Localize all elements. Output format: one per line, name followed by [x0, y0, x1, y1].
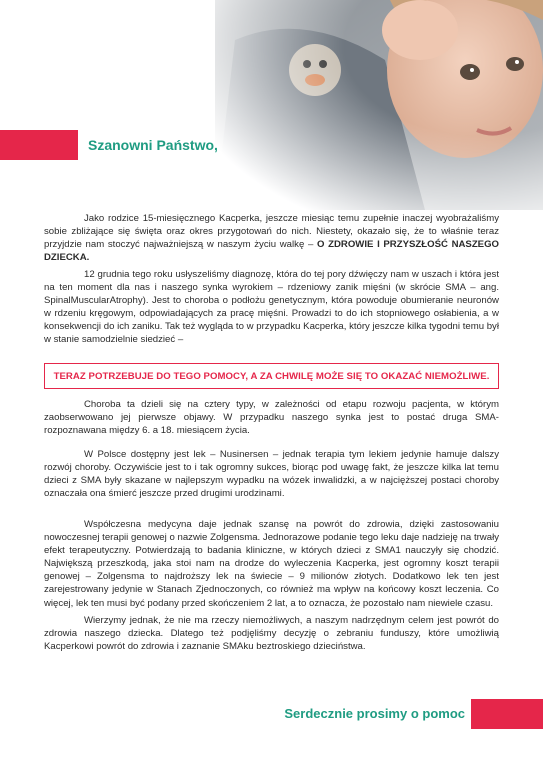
paragraph-zolgensma [44, 518, 499, 610]
paragraph-intro [44, 212, 499, 264]
paragraph-diagnosis-text: 12 grudnia tego roku usłyszeliśmy diagnozę, która do tej pory dźwięczy nam w uszach i która jest na ten moment dla nas i naszego synka wyrokiem – rdzeniowy zanik mięśni (w skrócie SMA – ang. SpinalMuscularAtrophy). Jest to choroba o podłożu genetycznym, która powoduje obumieranie neuronów w rdzeniu kręgowym, odpowiadających za pracę mięśni. Prowadzi to do ich stopniowego osłabienia, a w konsekwencji do ich zaniku. Tak też wygląda to w przypadku Kacperka, który jeszcze kilka tygodni temu był w stanie samodzielnie siedzieć – [44, 269, 499, 346]
child-photo [215, 0, 543, 210]
paragraph-types [44, 398, 499, 437]
greeting-heading: Szanowni Państwo, [88, 137, 218, 153]
paragraph-nusinersen-text: W Polsce dostępny jest lek – Nusinersen – jednak terapia tym lekiem jedynie hamuje dalszy rozwój choroby. Oczywiście jest to i tak ogromny sukces, biorąc pod uwagę fakt, że jeszcze kilka lat temu dzieci z SMA były skazane w najlepszym wypadku na wózek inwalidzki, a w najcięższej postaci choroby oznaczała ona śmierć jeszcze przed drugimi urodzinami. [44, 449, 499, 500]
left-accent-bar [0, 130, 78, 160]
paragraph-nusinersen [44, 448, 499, 500]
paragraph-diagnosis [44, 268, 499, 347]
paragraph-types-text: Choroba ta dzieli się na cztery typy, w zależności od etapu rozwoju pacjenta, w którym zaobserwowano jej pierwsze objawy. W przypadku naszego synka jest to postać druga SMA- rozpoznawana między 6. a 18. miesiącem życia. [44, 399, 499, 437]
paragraph-hope-text: Wierzymy jednak, że nie ma rzeczy niemożliwych, a naszym nadrzędnym celem jest powrót do zdrowia naszego dziecka. Dlatego też podjęliśmy decyzję o zebraniu funduszy, które umożliwią Kacperkowi powrót do zdrowia i zaznanie SMAku beztroskiego dzieciństwa. [44, 615, 499, 653]
paragraph-intro-emphasis: O ZDROWIE I PRZYSZŁOŚĆ NASZEGO DZIECKA. [44, 239, 500, 264]
callout-box: TERAZ POTRZEBUJE DO TEGO POMOCY, A ZA CHWILĘ MOŻE SIĘ TO OKAZAĆ NIEMOŻLIWE. [44, 363, 499, 389]
right-accent-bar [471, 699, 543, 729]
child-photo-illustration [215, 0, 543, 210]
paragraph-zolgensma-text: Współczesna medycyna daje jednak szansę na powrót do zdrowia, dzięki zastosowaniu nowoczesnej terapii genowej o nazwie Zolgensma. Jednorazowe podanie tego leku daje nadzieję na trwały efekt terapeutyczny. Potwierdzają to badania kliniczne, w których dzieci z SMA1 nauczyły się chodzić. Największą przeszkodą, jaka stoi nam na drodze do wyleczenia Kacperka, jest ogromny koszt terapii genowej – Zolgensma to najdroższy lek na świecie – 9 milionów złotych. Dodatkowo lek ten jest zarejestrowany jedynie w Stanach Zjednoczonych, co również ma wpływ na końcowy koszt leczenia. Co więcej, lek ten musi być podany przed skończeniem 2 lat, a to oznacza, że pozostało nam niewiele czasu. [44, 519, 499, 609]
paragraph-hope [44, 614, 499, 653]
closing-line: Serdecznie prosimy o pomoc [284, 706, 465, 721]
paragraph-intro-text: Jako rodzice 15-miesięcznego Kacperka, jeszcze miesiąc temu zupełnie inaczej wyobrażaliśmy sobie zbliżające się święta oraz okres przygotowań do nich. Niestety, okazało się, że to właśnie teraz przyjdzie nam stoczyć najważniejszą w naszym życiu walkę – [44, 213, 499, 251]
